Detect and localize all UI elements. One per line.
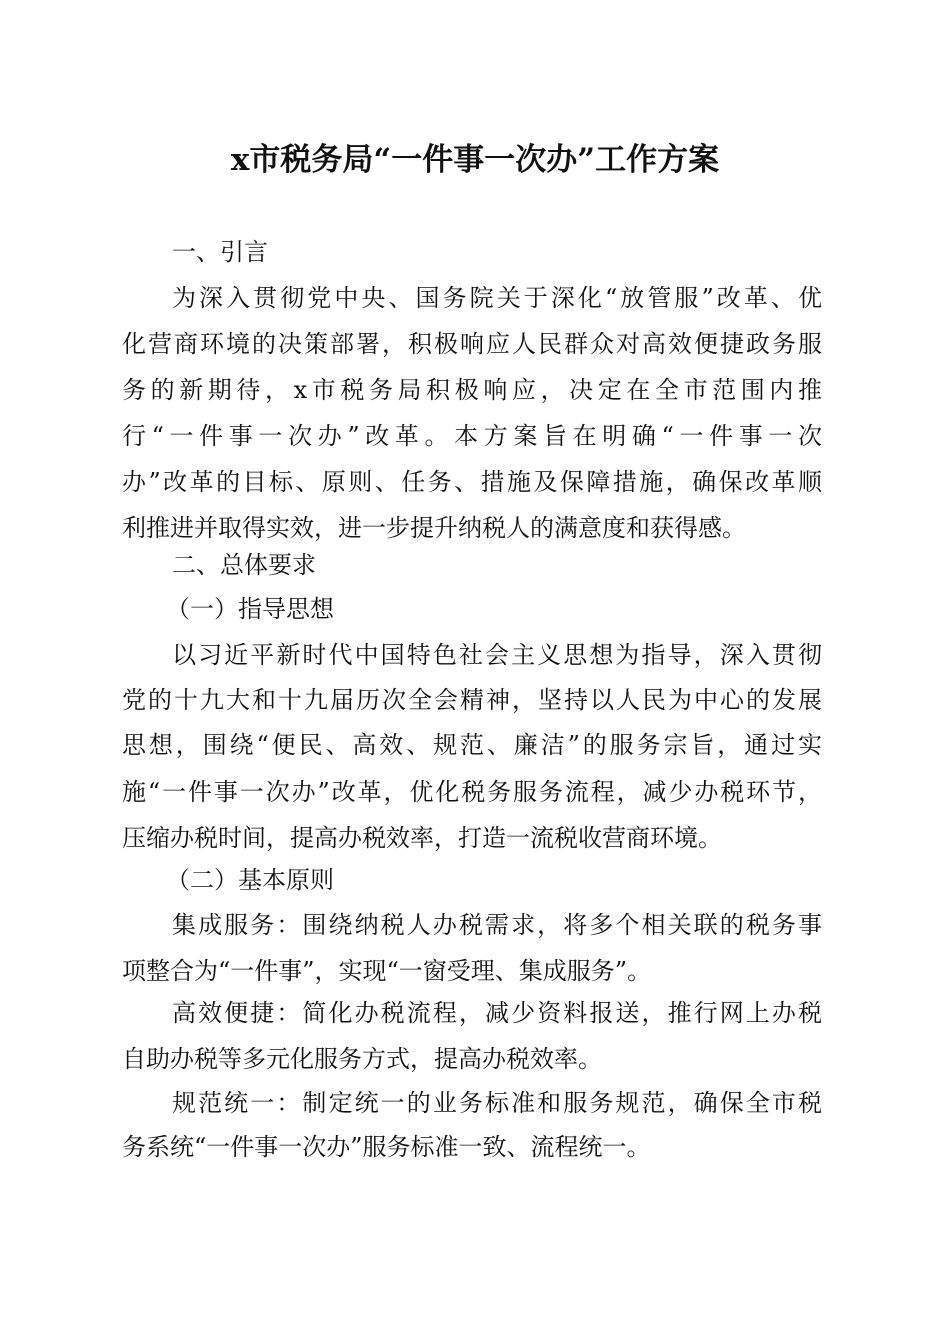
section-heading: 一、引言 — [172, 238, 268, 266]
paragraph-line: 高效便捷：简化办税流程，减少资料报送，推行网上办税 — [172, 999, 822, 1027]
paragraph-line: 压缩办税时间，提高办税效率，打造一流税收营商环境。 — [122, 824, 722, 852]
paragraph-line: 行“一件事一次办”改革。本方案旨在明确“一件事一次 — [122, 422, 822, 450]
paragraph-line: 务系统“一件事一次办”服务标准一致、流程统一。 — [122, 1133, 651, 1161]
paragraph-line: 自助办税等多元化服务方式，提高办税效率。 — [122, 1045, 602, 1073]
paragraph-line: 办”改革的目标、原则、任务、措施及保障措施，确保改革顺 — [122, 468, 822, 496]
paragraph-line: 以习近平新时代中国特色社会主义思想为指导，深入贯彻 — [172, 641, 822, 669]
paragraph-line: 项整合为“一件事”，实现“一窗受理、集成服务”。 — [122, 957, 652, 985]
paragraph-line: 思想，围绕“便民、高效、规范、廉洁”的服务宗旨，通过实 — [122, 731, 822, 759]
paragraph-line: 化营商环境的决策部署，积极响应人民群众对高效便捷政务服 — [122, 330, 822, 358]
paragraph-line: 施“一件事一次办”改革，优化税务服务流程，减少办税环节， — [122, 778, 822, 806]
paragraph-line: 为深入贯彻党中央、国务院关于深化“放管服”改革、优 — [172, 284, 822, 312]
paragraph-line: 集成服务：围绕纳税人办税需求，将多个相关联的税务事 — [172, 911, 822, 939]
paragraph-line: 党的十九大和十九届历次全会精神，坚持以人民为中心的发展 — [122, 686, 822, 714]
paragraph-line: 务的新期待，x市税务局积极响应，决定在全市范围内推 — [122, 376, 822, 404]
section-heading: 二、总体要求 — [172, 551, 316, 579]
document-title: x市税务局“一件事一次办”工作方案 — [230, 142, 720, 178]
paragraph-line: 利推进并取得实效，进一步提升纳税人的满意度和获得感。 — [122, 514, 746, 542]
paragraph-line: 规范统一：制定统一的业务标准和服务规范，确保全市税 — [172, 1089, 822, 1117]
subsection-heading: （一）指导思想 — [166, 595, 334, 623]
subsection-heading: （二）基本原则 — [166, 866, 334, 894]
